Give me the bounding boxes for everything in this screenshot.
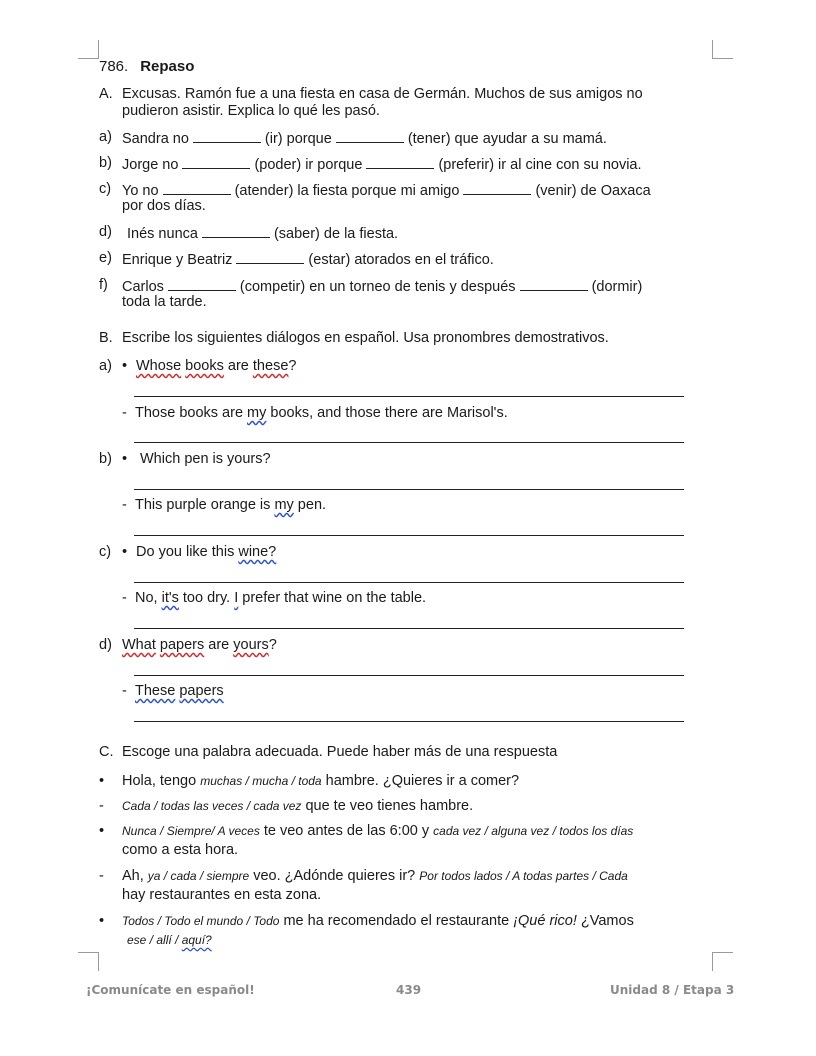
word-options[interactable]: Cada / todas las veces / cada vez <box>122 799 302 813</box>
item-text: (dormir) <box>591 279 643 295</box>
item-text: Sandra no <box>122 131 189 147</box>
punctuation: ? <box>268 637 277 653</box>
exercise-title: Repaso <box>140 58 195 75</box>
bullet: • <box>99 773 105 789</box>
flagged-word: These <box>135 683 176 699</box>
answer-text: pen. <box>293 497 327 513</box>
word-options[interactable]: Por todos lados / A todas partes / Cada <box>419 869 628 883</box>
misspelled-word: Whose <box>136 358 182 374</box>
section-b-letter: B. <box>99 330 113 346</box>
choice-line-3 <box>122 823 633 840</box>
item-a-sentence <box>122 129 607 148</box>
misspelled-word: papers <box>159 637 205 653</box>
item-e-marker: e) <box>99 250 112 266</box>
answer-line[interactable] <box>134 489 684 490</box>
dialog-c-answer <box>135 590 426 607</box>
misspelled-word: these <box>252 358 289 374</box>
dialog-d-answer <box>135 683 224 700</box>
answer-blank[interactable] <box>336 129 404 143</box>
bullet: • <box>122 451 128 467</box>
choice-line-1 <box>122 773 519 790</box>
choice-line-3-continuation: como a esta hora. <box>122 842 239 858</box>
crop-mark-top-left <box>78 40 99 59</box>
choice-line-2 <box>122 798 473 815</box>
dash: - <box>122 405 127 421</box>
bullet: • <box>99 913 105 929</box>
item-e-sentence <box>122 250 494 269</box>
flagged-word: my <box>274 497 294 513</box>
crop-mark-bottom-right <box>712 952 733 971</box>
item-text: (venir) de Oaxaca <box>535 183 651 199</box>
footer-unit: Unidad 8 / Etapa 3 <box>610 983 735 997</box>
item-text: (competir) en un torneo de tenis y después <box>239 279 516 295</box>
dialog-d-question <box>122 637 277 654</box>
answer-blank[interactable] <box>168 277 236 291</box>
choice-line-4 <box>122 868 628 885</box>
answer-line[interactable] <box>134 535 684 536</box>
choice-line-5-continuation <box>127 932 212 949</box>
dialog-d-marker: d) <box>99 637 112 653</box>
item-c-continuation: por dos días. <box>122 198 206 214</box>
answer-text: prefer that wine on the table. <box>238 590 427 606</box>
dash: - <box>122 683 127 699</box>
item-text: Enrique y Beatriz <box>122 252 233 268</box>
line-text: veo. ¿Adónde quieres ir? <box>249 868 420 884</box>
answer-text: too dry. <box>178 590 235 606</box>
answer-blank[interactable] <box>520 277 588 291</box>
answer-line[interactable] <box>134 675 684 676</box>
restaurant-name: ¡Qué rico! <box>513 913 577 929</box>
answer-line[interactable] <box>134 721 684 722</box>
word-options[interactable]: ese / allí / <box>127 933 182 947</box>
dialog-b-answer <box>135 497 326 514</box>
dash: - <box>99 798 104 814</box>
dialog-c-question <box>136 544 276 561</box>
item-text: (ir) porque <box>264 131 332 147</box>
crop-mark-top-right <box>712 40 733 59</box>
flagged-word: wine? <box>238 544 277 560</box>
dialog-a-question <box>136 358 296 375</box>
bullet: • <box>122 358 128 374</box>
item-text: (poder) ir porque <box>254 157 363 173</box>
answer-text: No, <box>135 590 162 606</box>
item-b-marker: b) <box>99 155 112 171</box>
item-f-continuation: toda la tarde. <box>122 294 207 310</box>
line-text: me ha recomendado el restaurante <box>279 913 514 929</box>
flagged-word: papers <box>179 683 224 699</box>
line-text: que te veo tienes hambre. <box>301 798 474 814</box>
item-text: Carlos <box>122 279 164 295</box>
dash: - <box>122 497 127 513</box>
word-options[interactable]: ya / cada / siempre <box>147 869 250 883</box>
answer-text: Those books are <box>135 405 248 421</box>
answer-text: books, and those there are Marisol's. <box>266 405 508 421</box>
crop-mark-bottom-left <box>78 952 99 971</box>
word-options[interactable]: Todos / Todo el mundo / Todo <box>122 914 280 928</box>
item-text: (atender) la fiesta porque mi amigo <box>234 183 460 199</box>
flagged-word: it's <box>161 590 179 606</box>
footer-book-title: ¡Comunícate en español! <box>86 983 255 997</box>
choice-line-5 <box>122 913 634 930</box>
section-c-letter: C. <box>99 744 114 760</box>
dialog-b-marker: b) <box>99 451 112 467</box>
item-d-marker: d) <box>99 224 112 240</box>
section-b-instruction: Escribe los siguientes diálogos en español. Usa pronombres demostrativos. <box>122 330 609 346</box>
item-c-marker: c) <box>99 181 112 197</box>
word: are <box>208 637 230 653</box>
dash: - <box>99 868 104 884</box>
choice-line-4-continuation: hay restaurantes en esta zona. <box>122 887 322 903</box>
answer-line[interactable] <box>134 396 684 397</box>
item-text: Yo no <box>122 183 159 199</box>
item-text: (estar) atorados en el tráfico. <box>308 252 494 268</box>
answer-blank[interactable] <box>236 250 304 264</box>
word-options[interactable]: muchas / mucha / toda <box>200 774 322 788</box>
section-a-instruction-line1: Excusas. Ramón fue a una fiesta en casa de Germán. Muchos de sus amigos no <box>122 86 643 102</box>
flagged-word: I <box>234 590 239 606</box>
answer-blank[interactable] <box>163 181 231 195</box>
misspelled-word: yours <box>233 637 269 653</box>
dialog-b-question: Which pen is yours? <box>140 451 271 467</box>
item-d-sentence <box>127 224 398 243</box>
answer-text: This purple orange is <box>135 497 275 513</box>
item-text: (tener) que ayudar a su mamá. <box>407 131 607 147</box>
dash: - <box>122 590 127 606</box>
flagged-word: my <box>247 405 267 421</box>
bullet: • <box>99 823 105 839</box>
answer-line[interactable] <box>134 582 684 583</box>
dialog-a-marker: a) <box>99 358 112 374</box>
line-text: Ah, <box>122 868 148 884</box>
misspelled-word: books <box>185 358 224 374</box>
answer-line[interactable] <box>134 442 684 443</box>
word: are <box>227 358 249 374</box>
line-text: ¿Vamos <box>576 913 634 929</box>
item-b-sentence <box>122 155 642 174</box>
item-text: Inés nunca <box>127 226 198 242</box>
line-text: Hola, tengo <box>122 773 201 789</box>
answer-blank[interactable] <box>463 181 531 195</box>
dialog-c-marker: c) <box>99 544 112 560</box>
item-text: (saber) de la fiesta. <box>273 226 399 242</box>
misspelled-word: What <box>122 637 156 653</box>
line-text: te veo antes de las 6:00 y <box>259 823 434 839</box>
item-f-marker: f) <box>99 277 108 293</box>
footer-page-number: 439 <box>396 983 422 997</box>
item-text: Jorge no <box>122 157 179 173</box>
answer-blank[interactable] <box>182 155 250 169</box>
bullet: • <box>122 544 128 560</box>
word-options[interactable]: Nunca / Siempre/ A veces <box>122 824 260 838</box>
dialog-a-answer <box>135 405 508 422</box>
line-text: hambre. ¿Quieres ir a comer? <box>321 773 520 789</box>
flagged-word[interactable]: aquí? <box>181 933 212 947</box>
section-c-instruction: Escoge una palabra adecuada. Puede haber más de una respuesta <box>122 744 558 760</box>
question-text: Do you like this <box>136 544 239 560</box>
section-a-instruction-line2: pudieron asistir. Explica lo qué les pasó. <box>122 103 380 119</box>
punctuation: ? <box>288 358 297 374</box>
answer-blank[interactable] <box>366 155 434 169</box>
answer-blank[interactable] <box>202 224 270 238</box>
answer-line[interactable] <box>134 628 684 629</box>
word-options[interactable]: cada vez / alguna vez / todos los días <box>433 824 634 838</box>
answer-blank[interactable] <box>193 129 261 143</box>
item-a-marker: a) <box>99 129 112 145</box>
page-title <box>99 58 194 75</box>
exercise-number: 786. <box>99 58 129 75</box>
item-text: (preferir) ir al cine con su novia. <box>438 157 642 173</box>
section-a-letter: A. <box>99 86 113 102</box>
